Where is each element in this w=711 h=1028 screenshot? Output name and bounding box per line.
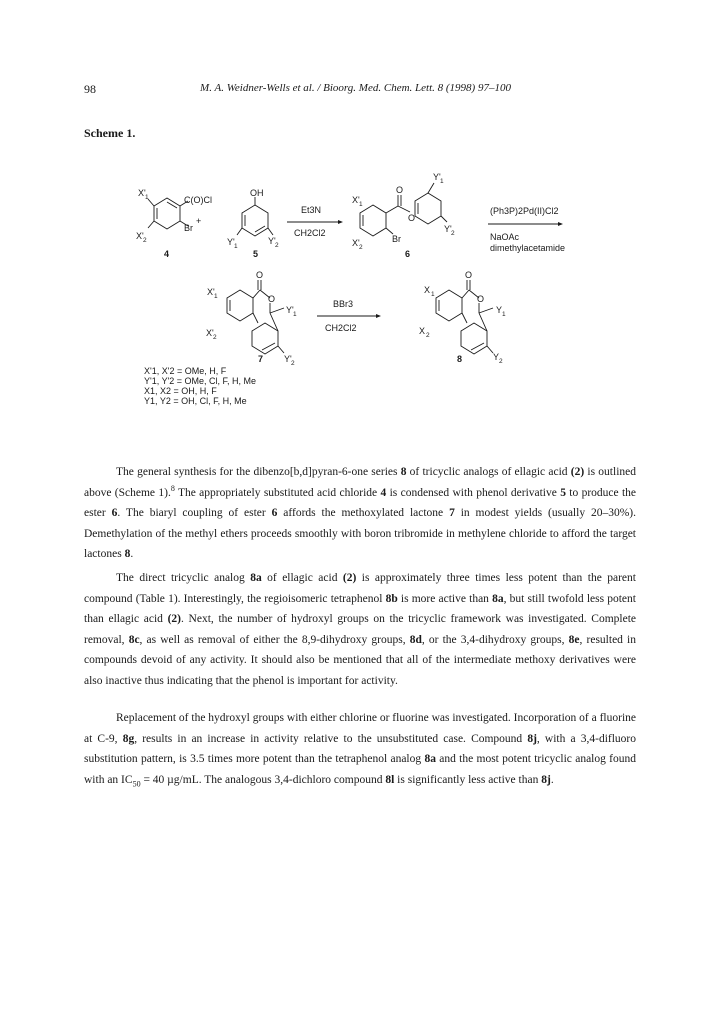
x1-prime-label-7: X'	[207, 287, 215, 297]
text-run: . Next, the number of hydroxyl groups on the tricyclic framework was investigated. Complete removal,	[84, 613, 637, 646]
carbonyl-o-8: O	[465, 270, 473, 280]
compound-ref: (2)	[570, 466, 585, 478]
scheme-figure	[0, 0, 711, 460]
subscript: 2	[359, 244, 363, 251]
compound-ref: 8c	[128, 633, 140, 646]
scheme-label: Scheme 1.	[84, 126, 136, 140]
y1-label-8: Y	[496, 305, 503, 315]
subscript: 2	[499, 358, 503, 365]
subscript: 1	[502, 311, 506, 318]
bromo-label-6: Br	[392, 234, 401, 244]
text-run: is more active than	[397, 592, 493, 605]
x2-prime-label-4: X'	[136, 231, 144, 241]
substituent-legend	[144, 366, 256, 406]
subscript: 1	[293, 311, 297, 318]
y2-prime-label-7: Y'	[284, 354, 292, 364]
reaction-arrow-1	[287, 205, 343, 238]
x2-prime-label-6: X'	[352, 238, 360, 248]
x1-label-8: X	[424, 285, 431, 295]
y2-prime-label-6: Y'	[444, 224, 452, 234]
reagent-pd-catalyst: (Ph3P)2Pd(II)Cl2	[490, 206, 559, 216]
subscript: 2	[213, 334, 217, 341]
carbonyl-o-7: O	[256, 270, 264, 280]
subscript: 1	[145, 194, 149, 201]
ester-o-6: O	[408, 213, 416, 223]
compound-ref: 8d	[409, 633, 422, 646]
reaction-arrow-3	[317, 299, 381, 333]
text-run: . The biaryl coupling of ester	[117, 507, 272, 519]
paragraph-activity	[84, 568, 636, 691]
reagent-dimethylacetamide: dimethylacetamide	[490, 243, 566, 253]
compound-ref: 8	[400, 466, 407, 478]
text-run: of ellagic acid	[261, 572, 343, 584]
subscript: 2	[291, 360, 295, 367]
x2-label-8: X	[419, 326, 426, 336]
compound-8-structure	[419, 270, 506, 365]
x1-prime-label-6: X'	[352, 195, 360, 205]
ic50-subscript: 50	[132, 778, 141, 788]
bromo-label-4: Br	[184, 223, 193, 233]
legend-line: Y1, Y2 = OH, Cl, F, H, Me	[144, 396, 247, 406]
compound-7-structure	[206, 270, 297, 367]
compound-ref: 8l	[385, 773, 395, 786]
text-run: , or the 3,4-dihydroxy groups,	[421, 633, 569, 646]
text-run: Replacement of the hydroxyl groups with either chlorine or fluorine was investigated. Incorporation of a fluorine at C-9,	[84, 712, 636, 745]
x1-prime-label-4: X'	[138, 188, 146, 198]
compound-6-structure	[352, 172, 455, 259]
text-run: The appropriately substituted acid chloride	[174, 486, 381, 499]
text-run: is approximately three times less potent than the parent compound (Table 1). Interestingly, the regioisomeric tetraphenol	[84, 572, 636, 605]
compound-ref: 8a	[492, 592, 504, 605]
text-run: , resulted in compounds devoid of any activity. It should also be mentioned that all of the intermediate methoxy derivatives were also inactive thus indicating that the phenol is important for activity.	[84, 633, 636, 687]
paragraph-halogen	[84, 708, 636, 790]
reagent-ch2cl2-2: CH2Cl2	[325, 323, 357, 333]
y1-prime-label-5: Y'	[227, 237, 235, 247]
compound-5-structure	[227, 188, 279, 259]
reagent-et3n: Et3N	[301, 205, 322, 215]
compound-ref: 8j	[541, 773, 551, 786]
y2-prime-label-5: Y'	[268, 236, 276, 246]
subscript: 1	[359, 201, 363, 208]
text-run: is condensed with phenol derivative	[386, 486, 561, 499]
y2-label-8: Y	[493, 352, 500, 362]
reaction-arrow-2	[488, 206, 565, 253]
ring-o-7: O	[268, 294, 276, 304]
text-run: , with a 3,4-difluoro substitution pattern, is 3.5 times more potent than the tetraphenol analog	[84, 732, 636, 765]
text-run: .	[550, 773, 554, 786]
page-number: 98	[84, 82, 96, 96]
acid-chloride-label: C(O)Cl	[184, 195, 212, 205]
subscript: 2	[426, 332, 430, 339]
text-run: , results in an increase in activity relative to the unsubstituted case. Compound	[134, 732, 528, 745]
hydroxy-label-5: OH	[250, 188, 264, 198]
x2-prime-label-7: X'	[206, 328, 214, 338]
carbonyl-o-6: O	[396, 185, 404, 195]
text-run: in modest yields (usually 20–30%). Demethylation of the methyl ethers proceeds smoothly with boron tribromide in methylene chloride to afford the target lactones	[84, 507, 636, 560]
text-run: The general synthesis for the dibenzo[b,d]pyran-6-one series	[116, 466, 401, 478]
text-run: , as well as removal of either the 8,9-dihydroxy groups,	[139, 633, 410, 646]
legend-line: X'1, X'2 = OMe, H, F	[144, 366, 227, 376]
text-run: and the most potent tricyclic analog found with an IC	[84, 753, 637, 786]
y1-prime-label-6: Y'	[433, 172, 441, 182]
citation-superscript: 8	[170, 483, 175, 493]
subscript: 1	[214, 293, 218, 300]
text-run: is significantly less active than	[394, 773, 542, 786]
subscript: 1	[431, 291, 435, 298]
compound-ref: 8b	[385, 592, 398, 605]
compound-6-number: 6	[405, 249, 411, 259]
reagent-naoac: NaOAc	[490, 232, 520, 242]
compound-8-number: 8	[457, 354, 463, 364]
text-run: , but still twofold less potent than ellagic acid	[84, 592, 636, 625]
y1-prime-label-7: Y'	[286, 305, 294, 315]
compound-ref: 7	[449, 507, 455, 519]
compound-ref: 6	[271, 507, 278, 519]
ring-o-8: O	[477, 294, 485, 304]
compound-ref: 8	[124, 548, 131, 560]
legend-line: X1, X2 = OH, H, F	[144, 386, 217, 396]
compound-ref: 8j	[527, 732, 537, 745]
paragraph-synthesis	[84, 462, 636, 565]
text-run: of tricyclic analogs of ellagic acid	[406, 466, 571, 478]
compound-ref: 6	[111, 507, 118, 519]
reagent-ch2cl2-1: CH2Cl2	[294, 228, 326, 238]
compound-ref: 8a	[250, 572, 262, 584]
compound-ref: (2)	[167, 613, 182, 625]
subscript: 2	[143, 237, 147, 244]
compound-ref: 5	[560, 486, 566, 499]
compound-ref: 8g	[122, 732, 135, 745]
compound-ref: 8a	[424, 753, 436, 765]
text-run: is outlined above (Scheme 1).	[84, 466, 636, 499]
compound-ref: 4	[380, 486, 387, 499]
subscript: 1	[234, 243, 238, 250]
subscript: 2	[451, 230, 455, 237]
running-head: M. A. Weidner-Wells et al. / Bioorg. Med. Chem. Lett. 8 (1998) 97–100	[200, 82, 511, 94]
compound-5-number: 5	[253, 249, 259, 259]
compound-4-number: 4	[164, 249, 170, 259]
legend-line: Y'1, Y'2 = OMe, Cl, F, H, Me	[144, 376, 257, 386]
text-run: The direct tricyclic analog	[116, 572, 251, 584]
compound-7-number: 7	[258, 354, 264, 364]
reagent-bbr3: BBr3	[333, 299, 354, 309]
text-run: to produce the ester	[84, 486, 636, 519]
compound-ref: (2)	[342, 572, 357, 584]
subscript: 2	[275, 242, 279, 249]
compound-ref: 8e	[568, 633, 580, 646]
text-run: = 40 µg/mL. The analogous 3,4-dichloro compound	[140, 773, 386, 786]
text-run: affords the methoxylated lactone	[277, 507, 450, 519]
subscript: 1	[440, 178, 444, 185]
text-run: .	[130, 548, 134, 560]
plus-sign: +	[196, 216, 202, 226]
